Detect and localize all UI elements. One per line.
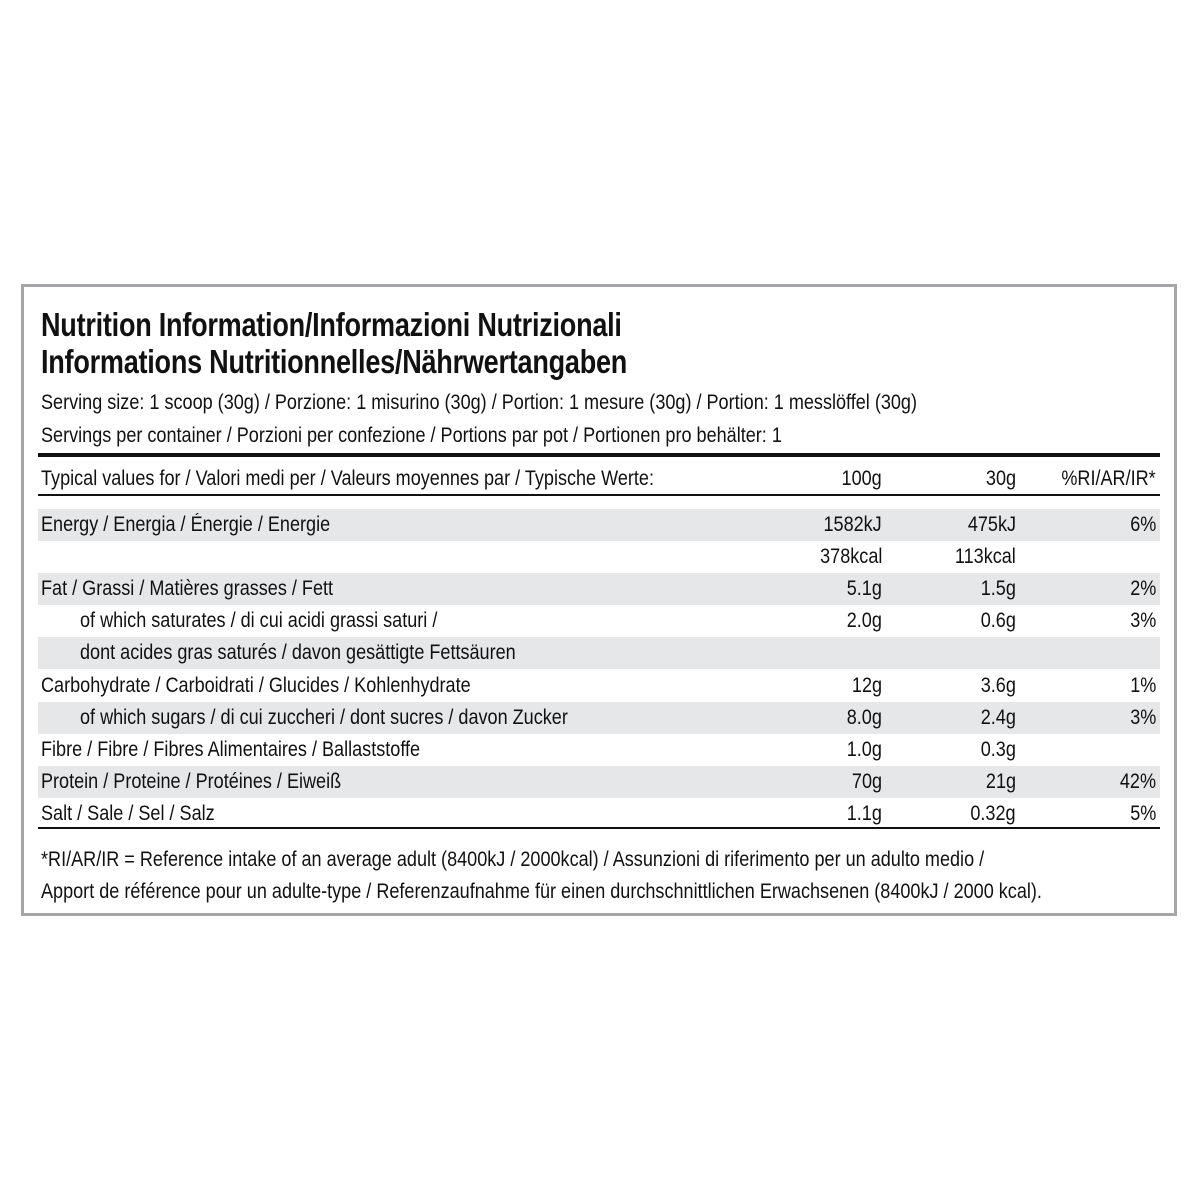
nutrition-panel [21, 284, 1177, 916]
row-value-100g: 1.0g [846, 738, 882, 761]
row-value-30g: 3.6g [980, 674, 1016, 697]
table-row [38, 798, 1160, 830]
title-line-1: Nutrition Information/Informazioni Nutrizionali [41, 306, 622, 343]
row-value-ri: 6% [1129, 513, 1156, 536]
header-100g: 100g [841, 467, 882, 490]
row-value-100g: 2.0g [846, 609, 882, 632]
row-value-30g: 21g [985, 770, 1016, 793]
row-value-100g: 5.1g [846, 577, 882, 600]
row-label: Energy / Energia / Énergie / Energie [41, 513, 331, 536]
table-row [38, 605, 1160, 637]
divider-thick [38, 453, 1160, 457]
row-label: Fibre / Fibre / Fibres Alimentaires / Ballaststoffe [41, 738, 421, 761]
table-row [38, 637, 1160, 669]
row-value-30g: 0.6g [980, 609, 1016, 632]
table-row [38, 702, 1160, 734]
row-value-30g: 475kJ [967, 513, 1016, 536]
row-value-30g: 0.3g [980, 738, 1016, 761]
row-value-100g: 8.0g [846, 706, 882, 729]
row-label: of which sugars / di cui zuccheri / dont sucres / davon Zucker [80, 706, 568, 729]
table-row [38, 541, 1160, 573]
row-value-100g: 1582kJ [823, 513, 882, 536]
table-row [38, 670, 1160, 702]
row-value-100g: 70g [851, 770, 882, 793]
row-value-100g: 1.1g [846, 802, 882, 825]
row-value-ri: 42% [1119, 770, 1156, 793]
row-value-ri: 3% [1129, 706, 1156, 729]
row-value-ri: 3% [1129, 609, 1156, 632]
divider-header [38, 494, 1160, 496]
row-value-100g: 378kcal [819, 545, 882, 568]
table-row [38, 573, 1160, 605]
footnote-line-1: *RI/AR/IR = Reference intake of an average adult (8400kJ / 2000kcal) / Assunzioni di riferimento per un adulto medio / [41, 848, 985, 871]
row-label: Protein / Proteine / Protéines / Eiweiß [41, 770, 342, 793]
row-label: Salt / Sale / Sel / Salz [41, 802, 215, 825]
row-value-ri: 2% [1129, 577, 1156, 600]
header-30g: 30g [985, 467, 1016, 490]
header-label: Typical values for / Valori medi per / Valeurs moyennes par / Typische Werte: [41, 467, 654, 490]
row-value-ri: 1% [1129, 674, 1156, 697]
row-value-30g: 113kcal [955, 545, 1016, 568]
row-label: Carbohydrate / Carboidrati / Glucides / Kohlenhydrate [41, 674, 471, 697]
row-value-30g: 0.32g [970, 802, 1016, 825]
servings-per-container: Servings per container / Porzioni per confezione / Portions par pot / Portionen pro behälter: 1 [41, 424, 782, 447]
title-line-2: Informations Nutritionnelles/Nährwertangaben [41, 343, 628, 380]
divider-footer [38, 827, 1160, 829]
serving-size: Serving size: 1 scoop (30g) / Porzione: 1 misurino (30g) / Portion: 1 mesure (30g) / Portion: 1 messlöffel (30g) [41, 391, 917, 414]
row-value-30g: 1.5g [980, 577, 1016, 600]
footnote-line-2: Apport de référence pour un adulte-type / Referenzaufnahme für einen durchschnittlichen Erwachsenen (8400kJ / 2000 kcal). [41, 880, 1042, 903]
row-label: dont acides gras saturés / davon gesättigte Fettsäuren [80, 641, 516, 664]
row-label: of which saturates / di cui acidi grassi saturi / [80, 609, 438, 632]
row-value-30g: 2.4g [980, 706, 1016, 729]
header-ri: %RI/AR/IR* [1061, 467, 1156, 490]
table-header [38, 463, 1160, 495]
row-value-100g: 12g [851, 674, 882, 697]
table-row [38, 734, 1160, 766]
table-row [38, 509, 1160, 541]
row-label: Fat / Grassi / Matières grasses / Fett [41, 577, 334, 600]
row-value-ri: 5% [1129, 802, 1156, 825]
table-row [38, 766, 1160, 798]
